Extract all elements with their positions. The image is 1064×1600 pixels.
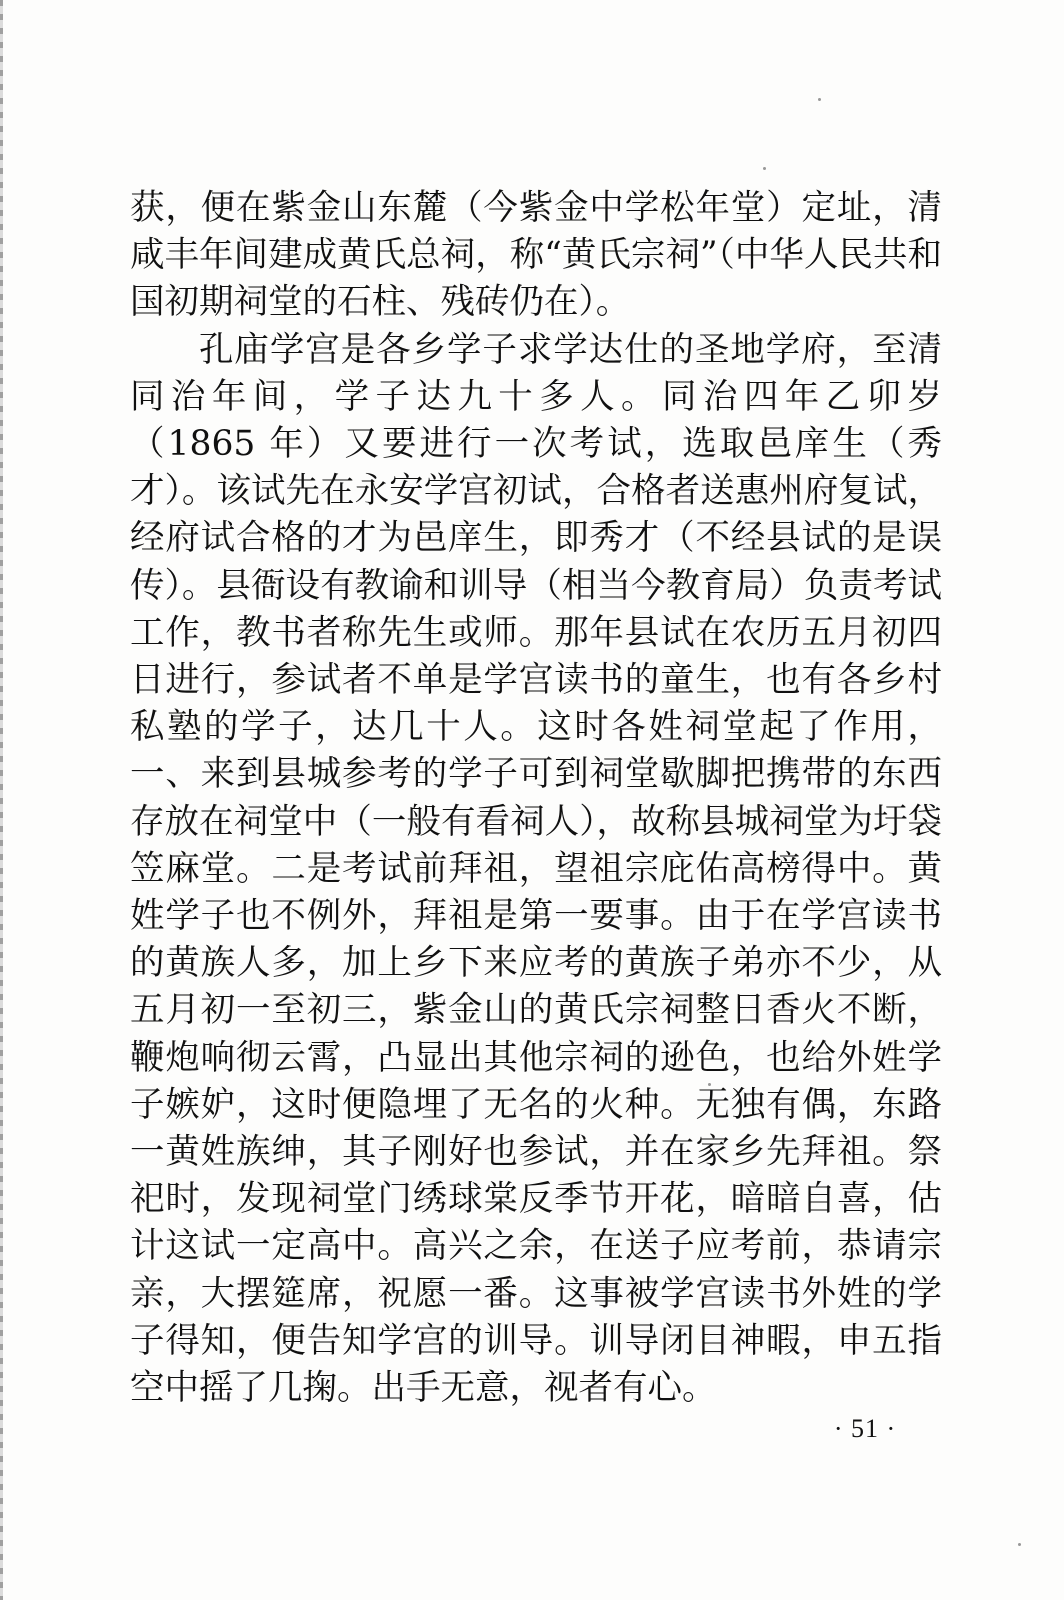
scan-edge <box>0 0 3 1600</box>
body-text <box>130 185 942 1412</box>
paragraph-continuation: 获，便在紫金山东麓（今紫金中学松年堂）定址，清咸丰年间建成黄氏总祠，称“黄氏宗祠”（中华人民共和国初期祠堂的石柱、残砖仍在）。 <box>130 188 942 323</box>
page-number: · 51 · <box>833 1414 897 1443</box>
scan-speck <box>818 98 821 101</box>
scan-speck <box>1018 1543 1021 1546</box>
paragraph-confucius-temple: 孔庙学宫是各乡学子求学达仕的圣地学府，至清同治年间，学子达九十多人。同治四年乙卯岁（1865 年）又要进行一次考试，选取邑庠生（秀才）。该试先在永安学宫初试，合格者送惠州府复试，经府试合格的才为邑庠生，即秀才（不经县试的是误传）。县衙设有教谕和训导（相当今教育局）负责考试工作，教书者称先生或师。那年县试在农历五月初四日进行，参试者不单是学宫读书的童生，也有各乡村私塾的学子，达几十人。这时各姓祠堂起了作用，一、来到县城参考的学子可到祠堂歇脚把携带的东西存放在祠堂中（一般有看祠人），故称县城祠堂为圩袋笠麻堂。二是考试前拜祖，望祖宗庇佑高榜得中。黄姓学子也不例外，拜祖是第一要事。由于在学宫读书的黄族人多，加上乡下来应考的黄族子弟亦不少，从五月初一至初三，紫金山的黄氏宗祠整日香火不断，鞭炮响彻云霄，凸显出其他宗祠的逊色，也给外姓学子嫉妒，这时便隐埋了无名的火种。无独有偶，东路一黄姓族绅，其子刚好也参试，并在家乡先拜祖。祭祀时，发现祠堂门绣球棠反季节开花，暗暗自喜，估计这试一定高中。高兴之余，在送子应考前，恭请宗亲，大摆筵席，祝愿一番。这事被学宫读书外姓的学子得知，便告知学宫的训导。训导闭目神暇，申五指空中摇了几掬。出手无意，视者有心。 <box>130 329 942 1409</box>
scan-speck <box>763 167 766 170</box>
